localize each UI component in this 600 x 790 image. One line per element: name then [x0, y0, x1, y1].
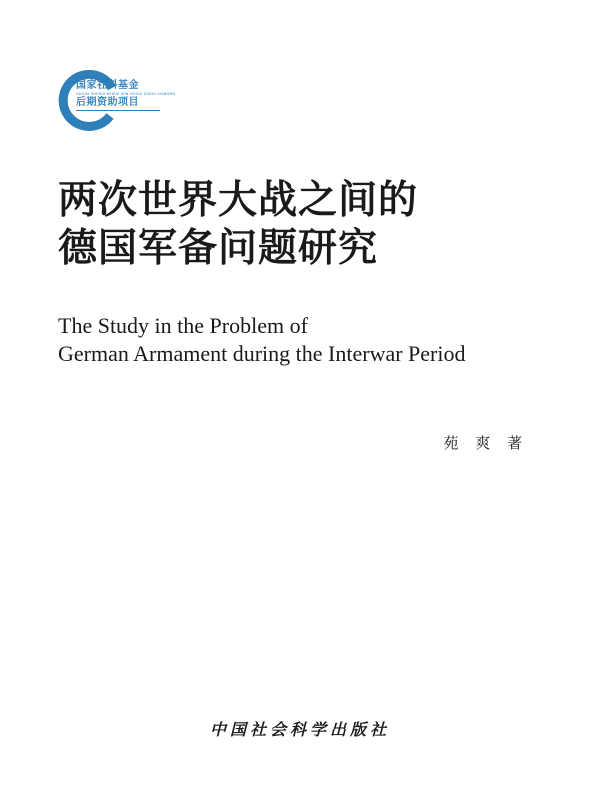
fund-logo-line2: 后期资助项目 — [76, 97, 139, 108]
english-title-line1: The Study in the Problem of — [58, 313, 308, 338]
chinese-title-line2: 德国军备问题研究 — [58, 225, 379, 271]
chinese-title — [58, 176, 418, 272]
author: 苑 爽 著 — [443, 434, 528, 452]
english-title-line2: German Armament during the Interwar Period — [58, 341, 466, 366]
publisher: 中国社会科学出版社 — [209, 720, 390, 739]
fund-logo-pinyin: GUOJIA SHEHUI KEXUE JIJIN HOUQI ZIZHU XIANGMU — [76, 92, 176, 96]
english-title — [58, 312, 465, 368]
fund-logo-text — [76, 80, 186, 111]
fund-logo-line1: 国家社科基金 — [76, 80, 139, 91]
fund-logo — [58, 70, 178, 134]
fund-logo-underline — [76, 110, 160, 111]
chinese-title-line1: 两次世界大战之间的 — [58, 177, 419, 223]
